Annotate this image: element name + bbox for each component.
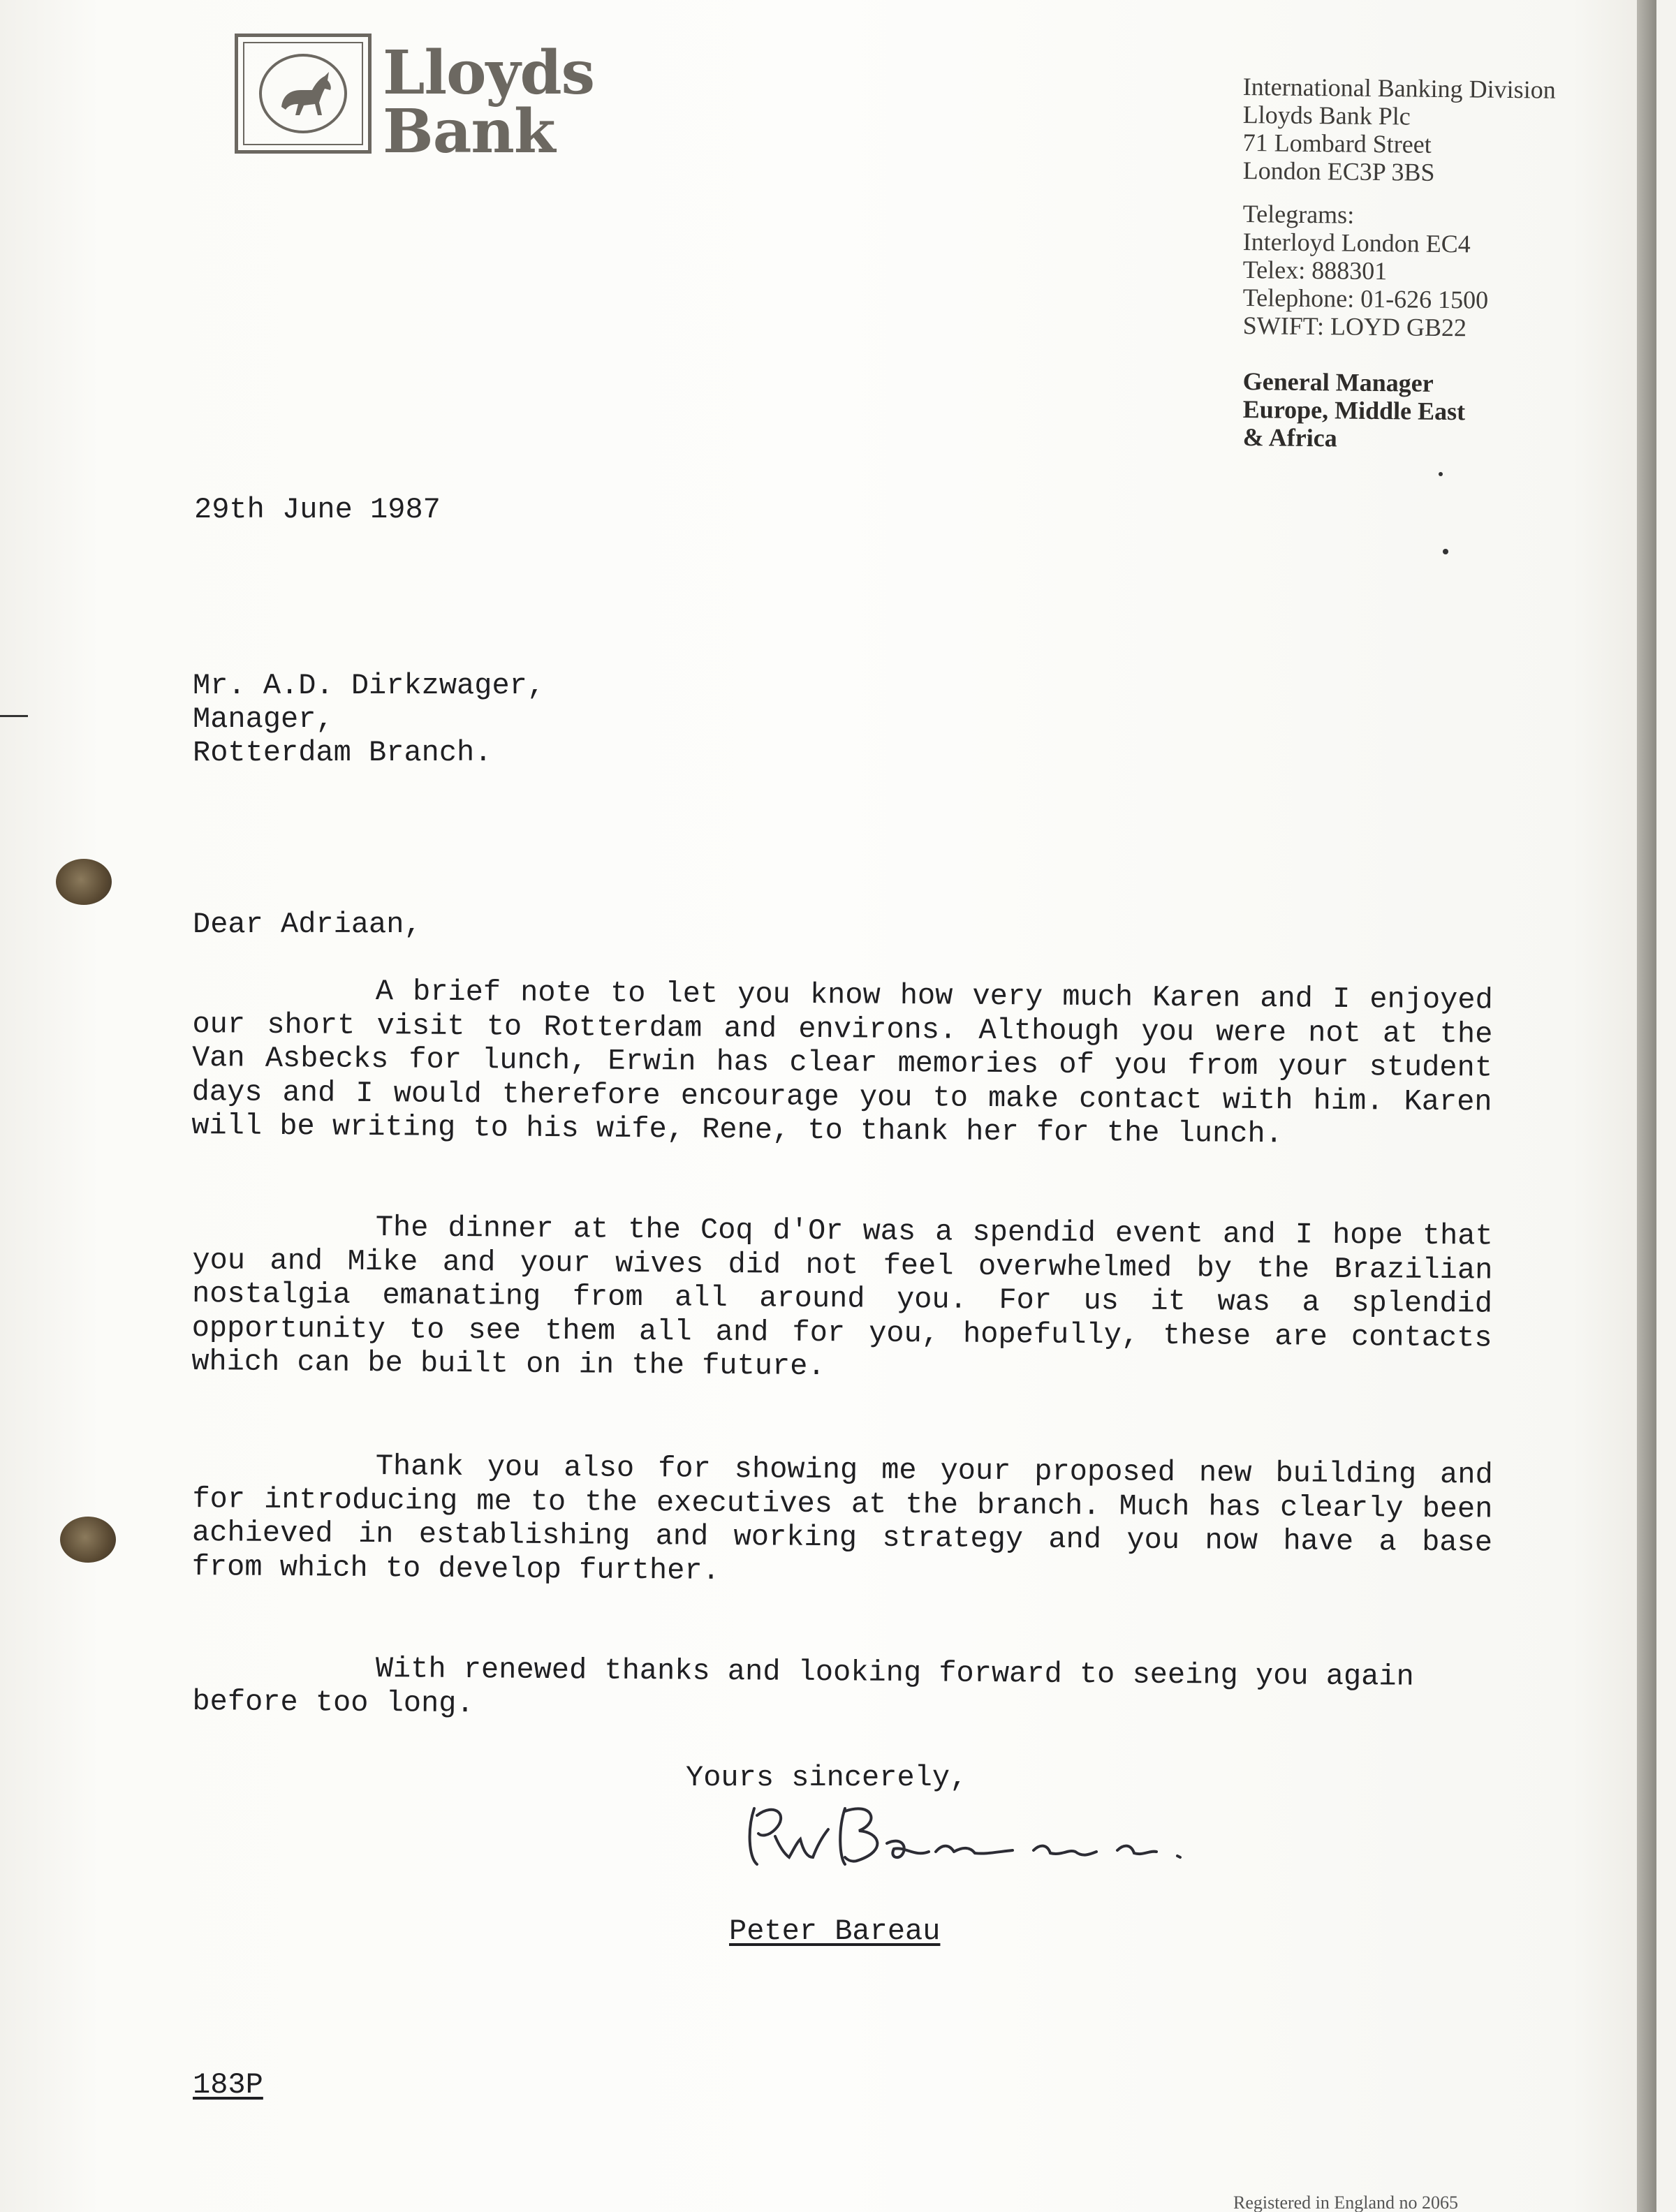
address-line-company: Lloyds Bank Plc [1242,101,1411,131]
salutation: Dear Adriaan, [193,908,422,941]
paragraph-2: The dinner at the Coq d'Or was a spendid event and I hope that you and Mike and your wives did not feel overwhelmed by the Brazilian nostalgia emanating from all around you. For us it was a splendid opportunity to see them all and for you, hopefully, these are contacts which can be built on in the future. [191,1211,1493,1384]
signature-name: Peter Bareau [729,1915,941,1948]
black-horse-icon [259,54,347,133]
punch-hole [56,859,112,905]
title-region-africa: & Africa [1242,423,1337,452]
paper-speck [1439,472,1443,476]
registration-footer: Registered in England no 2065 [1233,2192,1459,2212]
punch-hole [60,1517,116,1563]
recipient-title: Manager, [193,702,334,736]
title-general-manager: General Manager [1242,367,1434,397]
closing: Yours sincerely, [686,1761,968,1794]
recipient-name: Mr. A.D. Dirkzwager, [193,669,545,702]
contact-telephone: Telephone: 01-626 1500 [1242,283,1489,314]
address-line-division: International Banking Division [1242,73,1556,104]
page-edge-shadow [1637,0,1656,2212]
paper-speck [1443,549,1448,554]
contact-swift: SWIFT: LOYD GB22 [1242,311,1467,342]
title-region: Europe, Middle East [1242,395,1466,426]
logo-word-bank: Bank [383,96,555,167]
contact-telegrams: Interloyd London EC4 [1242,228,1471,258]
recipient-branch: Rotterdam Branch. [193,736,492,769]
address-line-city: London EC3P 3BS [1242,156,1435,186]
address-line-street: 71 Lombard Street [1242,128,1432,158]
letter-date: 29th June 1987 [194,493,441,526]
lloyds-logo-box [235,34,372,154]
handwritten-signature [740,1787,1215,1885]
paragraph-1: A brief note to let you know how very much Karen and I enjoyed our short visit to Rotterdam and environs. Although you were not at the Van Asbecks for lunch, Erwin has clear memories of you from your student days and I would therefore encourage you to make contact with him. Karen will be writing to his wife, Rene, to thank her for the lunch. [191,975,1493,1151]
paragraph-4: With renewed thanks and looking forward to seeing you again before too long. [192,1652,1414,1720]
logo-word-lloyds: Lloyds [383,38,595,108]
margin-tick [0,715,28,717]
contact-telex: Telex: 888301 [1242,256,1388,286]
reference-code: 183P [193,2068,263,2102]
paragraph-3: Thank you also for showing me your proposed new building and for introducing me to the executives at the branch. Much has clearly been achieved in establishing and working strategy and you now have a base from which to develop further. [191,1450,1493,1588]
contact-telegrams-label: Telegrams: [1242,200,1355,229]
